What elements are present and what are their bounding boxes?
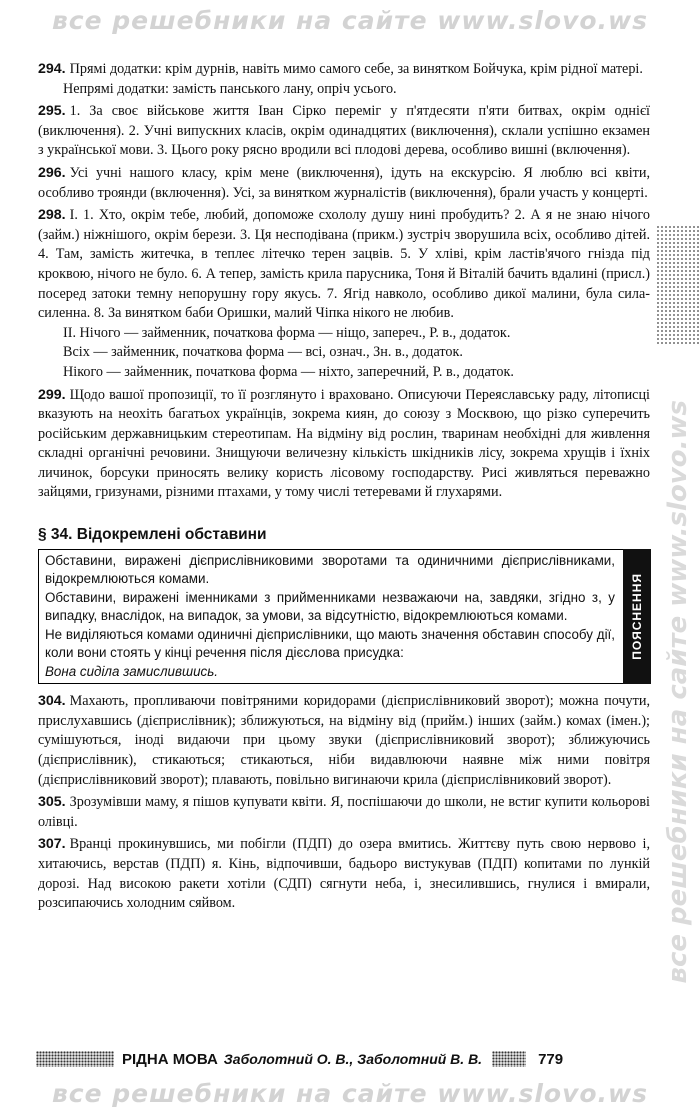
footer-book-title: РІДНА МОВА [122, 1050, 218, 1068]
rule-paragraph: Обставини, виражені дієприслівниковими зворотами та одиничними дієприслівниками, відокремлюються комами. [45, 552, 615, 587]
exercise-list [38, 60, 650, 503]
explanation-tab-label: ПОЯСНЕННЯ [629, 573, 644, 660]
explanation-tab [623, 549, 651, 685]
exercise-text: 1. За своє військове життя Іван Сірко переміг у п'ятдесяти п'яти битвах, окрім однієї (виключення). 2. Учні випускних класів, окрім одинадцятих (виключення), склали успішно екзамен з української мови. 3. Цього року рясно вродили всі плодові дерева, особливо вишні (включення). [38, 103, 650, 159]
rule-box [38, 549, 650, 685]
exercise-paragraph [38, 363, 650, 383]
exercise-paragraph [38, 80, 650, 100]
exercise-number: 295. [38, 103, 66, 120]
exercise-text: І. 1. Хто, окрім тебе, любий, допоможе схололу душу нині пробудить? 2. А я не знаю нічого (займ.) ніжнішого, окрім берези. 3. Ця несподівана (прикм.) зустріч зворушила всіх, особливо дітей. 4. Там, замість житечка, в теплеє літечко терен зацвів. 5. У хліві, крім ластів'ячого гнізда під кроквою, нічого не було. 6. А тепер, замість крила парусника, Тоня й Віталій бачить вдалині (присл.) посеред затоки темну непорушну гору якусь. 7. Ягід навколо, особливо дикої малини, була сила-силенна. 8. За винятком баби Оришки, малий Чіпка нікого не любив. [38, 207, 650, 322]
exercise-text: Щодо вашої пропозиції, то її розглянуто і враховано. Описуючи Переяславську раду, літописці вказують на неохіть багатьох українців, зокрема киян, до союзу з Москвою, що різко суперечить російським державницьким стереотипам. На відміну від рослин, тваринам необхідні для живлення складні органічні речовини. Знищуючи величезну кількість шкідників лісу, зокрема хрущів і їхніх личинок, борсуки приносять велику користь лісовому господарству. Рисі живляться переважно зайцями, гризунами, різними птахами, у тому числі тетеревами й глухарями. [38, 386, 650, 501]
exercise-number: 304. [38, 693, 66, 710]
exercise-text: Непрямі додатки: замість панського лану, опріч усього. [63, 80, 397, 97]
exercise-number: 305. [38, 794, 66, 811]
exercise-text: Нікого — займенник, початкова форма — ніхто, заперечний, Р. в., додаток. [63, 363, 514, 380]
exercise-number: 299. [38, 386, 66, 403]
exercise-paragraph [38, 206, 650, 324]
exercise-294 [38, 60, 650, 99]
exercise-296 [38, 164, 650, 203]
exercise-text: Усі учні нашого класу, крім мене (виключення), ідуть на екскурсію. Я люблю всі квіти, особливо троянди (включення). Усі, за винятком журналістів (виключення), брали участь у концерті. [38, 164, 650, 201]
section-title: § 34. Відокремлені обставини [38, 526, 267, 544]
exercise-299 [38, 386, 650, 504]
watermark-top: все решебники на сайте www.slovo.ws [51, 6, 649, 35]
exercise-number: 307. [38, 836, 66, 853]
exercise-305 [38, 793, 650, 832]
exercise-paragraph [38, 60, 650, 80]
exercise-number: 298. [38, 207, 66, 224]
exercise-list [38, 692, 650, 914]
page-footer [36, 1048, 652, 1070]
page-number: 779 [538, 1050, 564, 1068]
page-content [38, 60, 650, 917]
exercise-text: Вранці прокинувшись, ми побігли (ПДП) до озера вмитись. Життєву путь свою нервово і, хитаючись, верстав (ПДП) я. Кінь, відпочивши, бадьоро вистукував (ПДП) копитами по лункій дорозі. Над високою ракети хотіли (СДП) сягнути неба, і, знесилившись, гнулися і вмирали, розсипаючись холодним сяйвом. [38, 836, 650, 912]
exercise-paragraph [38, 324, 650, 344]
watermark-side: все решебники на сайте www.slovo.ws [663, 400, 693, 984]
exercise-text: Всіх — займенник, початкова форма — всі, означ., Зн. в., додаток. [63, 344, 463, 361]
exercise-307 [38, 835, 650, 913]
exercise-paragraph [38, 343, 650, 363]
exercise-304 [38, 692, 650, 790]
rule-paragraph: Обставини, виражені іменниками з прийменниками незважаючи на, завдяки, згідно з, у випадку, внаслідок, на випадок, за умови, за відсутністю, відокремлюються комами. [45, 589, 615, 624]
footer-authors: Заболотний О. В., Заболотний В. В. [223, 1051, 483, 1067]
exercise-paragraph [38, 835, 650, 913]
rule-paragraph: Не виділяються комами одиничні дієприслівники, що мають значення обставин способу дії, коли вони стоять у кінці речення після дієслова присудка: [45, 626, 615, 661]
exercise-text: Зрозумівши маму, я пішов купувати квіти. Я, поспішаючи до школи, не встиг купити кольорові олівці. [38, 794, 650, 830]
exercise-paragraph [38, 793, 650, 832]
exercise-paragraph [38, 386, 650, 504]
footer-pattern-left [36, 1051, 114, 1067]
exercise-paragraph [38, 164, 650, 203]
watermark-bottom: все решебники на сайте www.slovo.ws [51, 1079, 649, 1108]
exercise-paragraph [38, 692, 650, 790]
rule-example: Вона сиділа замислившись. [45, 663, 219, 679]
exercise-text: Махають, пропливаючи повітряними коридорами (дієприслівниковий зворот); можна почути, прислухавшись (дієприслівник); зближуються, на відміну від (прийм.) інших (займ.) комах (імен.); сумішуються, іноді видаючи при цьому звуки (дієприслівниковий зворот); зближуючись (дієприслівник), стикаються; стикаються, ніби видавлюючи наявне між ними повітря (дієприслівниковий зворот); плавають, повільно вигинаючи крила (дієприслівниковий зворот). [38, 693, 650, 788]
exercise-text: II. Нічого — займенник, початкова форма — ніщо, запереч., Р. в., додаток. [63, 324, 511, 341]
exercise-paragraph [38, 102, 650, 161]
exercise-text: Прямі додатки: крім дурнів, навіть мимо самого себе, за винятком Бойчука, крім рідної матері. [69, 61, 643, 77]
exercise-number: 294. [38, 61, 66, 77]
exercise-295 [38, 102, 650, 161]
decorative-dotted-stripe [656, 225, 700, 345]
exercise-298 [38, 206, 650, 382]
exercise-number: 296. [38, 164, 66, 181]
footer-pattern-right [492, 1051, 526, 1067]
